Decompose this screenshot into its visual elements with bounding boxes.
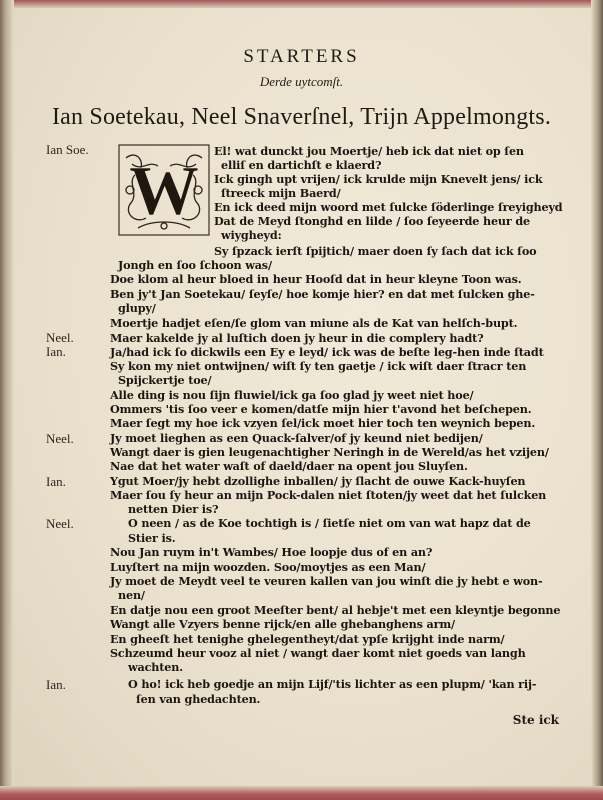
catchword: Ste ick [512, 713, 559, 727]
text-line: Jy moet lieghen as een Quack-ſalver/of jy keund niet bedijen/ [110, 431, 483, 445]
text-line: Ommers 'tis ſoo veer e komen/datſe mijn hier t'avond het beſchepen. [110, 402, 532, 416]
text-line: Moertje hadjet eſen/ſe glom van miune als de Kat van helſch-bupt. [110, 316, 518, 330]
text-line: Jy moet de Meydt veel te veuren kallen van jou winſt die jy hebt e won- [110, 574, 543, 588]
speaker-label: Neel. [46, 516, 74, 531]
text-line: Maer kakelde jy al luſtich doen jy heur in die complery hadt? [110, 331, 484, 345]
text-line: Alle ding is nou ſijn fluwiel/ick ga ſoo glad jy weet niet hoe/ [110, 388, 474, 402]
speaker-label: Neel. [46, 431, 74, 446]
speaker-label: Ian. [46, 474, 66, 489]
text-line: O neen / as de Koe tochtigh is / ſietſe niet om van wat hapz dat de [128, 516, 531, 530]
text-line: ſtreeck mijn Baerd/ [221, 186, 341, 200]
text-line: O ho! ick heb goedje an mijn Lijf/'tis lichter as een plupm/ 'kan rij- [128, 677, 537, 691]
text-line: Schzeumd heur vooz al niet / wangt daer komt niet goeds van langh [110, 646, 526, 660]
running-head: STARTERS [243, 46, 360, 67]
text-line: Nou Jan ruym in't Wambes/ Hoe loopje dus of en an? [110, 545, 433, 559]
text-line: wiygheyd: [221, 228, 282, 242]
text-line: netten Dier is? [128, 502, 219, 516]
text-line: Nae dat het water waſt of daeld/daer na opent jou Sluyſen. [110, 459, 468, 473]
text-line: Luyſtert na mijn woozden. Soo/moytjes as een Man/ [110, 560, 426, 574]
text-line: Doe klom al heur bloed in heur Hooſd dat in heur kleyne Toon was. [110, 272, 522, 286]
text-line: En gheeſt het tenighe ghelegentheyt/dat ypſe krijght inde narm/ [110, 632, 505, 646]
text-line: Ygut Moer/jy hebt dzollighe inballen/ jy ſlacht de ouwe Kack-huyſen [110, 474, 526, 488]
text-line: En datje nou een groot Meeſter bent/ al hebje't met een kleyntje begonne [110, 603, 561, 617]
text-line: wachten. [128, 660, 183, 674]
text-line: glupy/ [118, 301, 156, 315]
text-line: Maer ſegt my hoe ick vzyen ſel/ick moet hier toch ten weynich bepen. [110, 416, 536, 430]
text-line: elliſ en dartichſt e klaerd? [221, 158, 382, 172]
speaker-label: Ian. [46, 344, 66, 359]
speaker-label: Neel. [46, 330, 74, 345]
svg-text:W: W [129, 153, 199, 230]
text-line: Maer ſou ſy heur an mijn Pock-dalen niet ſtoten/jy weet dat het ſulcken [110, 488, 547, 502]
speaker-label: Ian. [46, 677, 66, 692]
text-line: Jongh en ſoo ſchoon was/ [118, 258, 272, 272]
text-line: Stier is. [128, 531, 176, 545]
text-line: Sy ſpzack ierſt ſpijtich/ maer doen ſy ſach dat ick ſoo [214, 244, 537, 258]
text-line: Sy kon my niet ontwijnen/ wiſt ſy ten gaetje / ick wiſt daer ſtracr ten [110, 359, 527, 373]
text-line: Spijckertje toe/ [118, 373, 212, 387]
cover-edge-bottom [0, 786, 603, 800]
text-line: Ben jy't Jan Soetekau/ ſeyſe/ hoe komje hier? en dat met ſulcken ghe- [110, 287, 535, 301]
speaker-label: Ian Soe. [46, 142, 89, 157]
text-line: Ja/had ick ſo dickwils een Ey e leyd/ ick was de beſte leg-hen inde ſtadt [110, 345, 544, 359]
cast-list: Ian Soetekau, Neel Snaverſnel, Trijn Appelmongts. [51, 104, 552, 130]
text-line: nen/ [118, 588, 145, 602]
text-line: Wangt alle Vzyers benne rijck/en alle ghebanghens arm/ [110, 617, 455, 631]
decorated-initial-w-icon [118, 144, 210, 236]
text-line: Wangt daer is gien leugenachtigher Neringh in de Wereld/as het vzijen/ [110, 445, 549, 459]
text-line: El! wat dunckt jou Moertje/ heb ick dat niet op ſen [214, 144, 524, 158]
page-edge-top [0, 0, 603, 8]
subhead: Derde uytcomſt. [259, 74, 344, 89]
text-line: Ick gingh upt vrijen/ ick krulde mijn Knevelt jens/ ick [214, 172, 543, 186]
text-line: En ick deed mijn woord met ſulcke ſöderlinge ſreyigheyd [214, 200, 563, 214]
text-line: Dat de Meyd ſtonghd en lilde / ſoo ſeyeerde heur de [214, 214, 531, 228]
text-line: ſen van ghedachten. [136, 692, 261, 706]
